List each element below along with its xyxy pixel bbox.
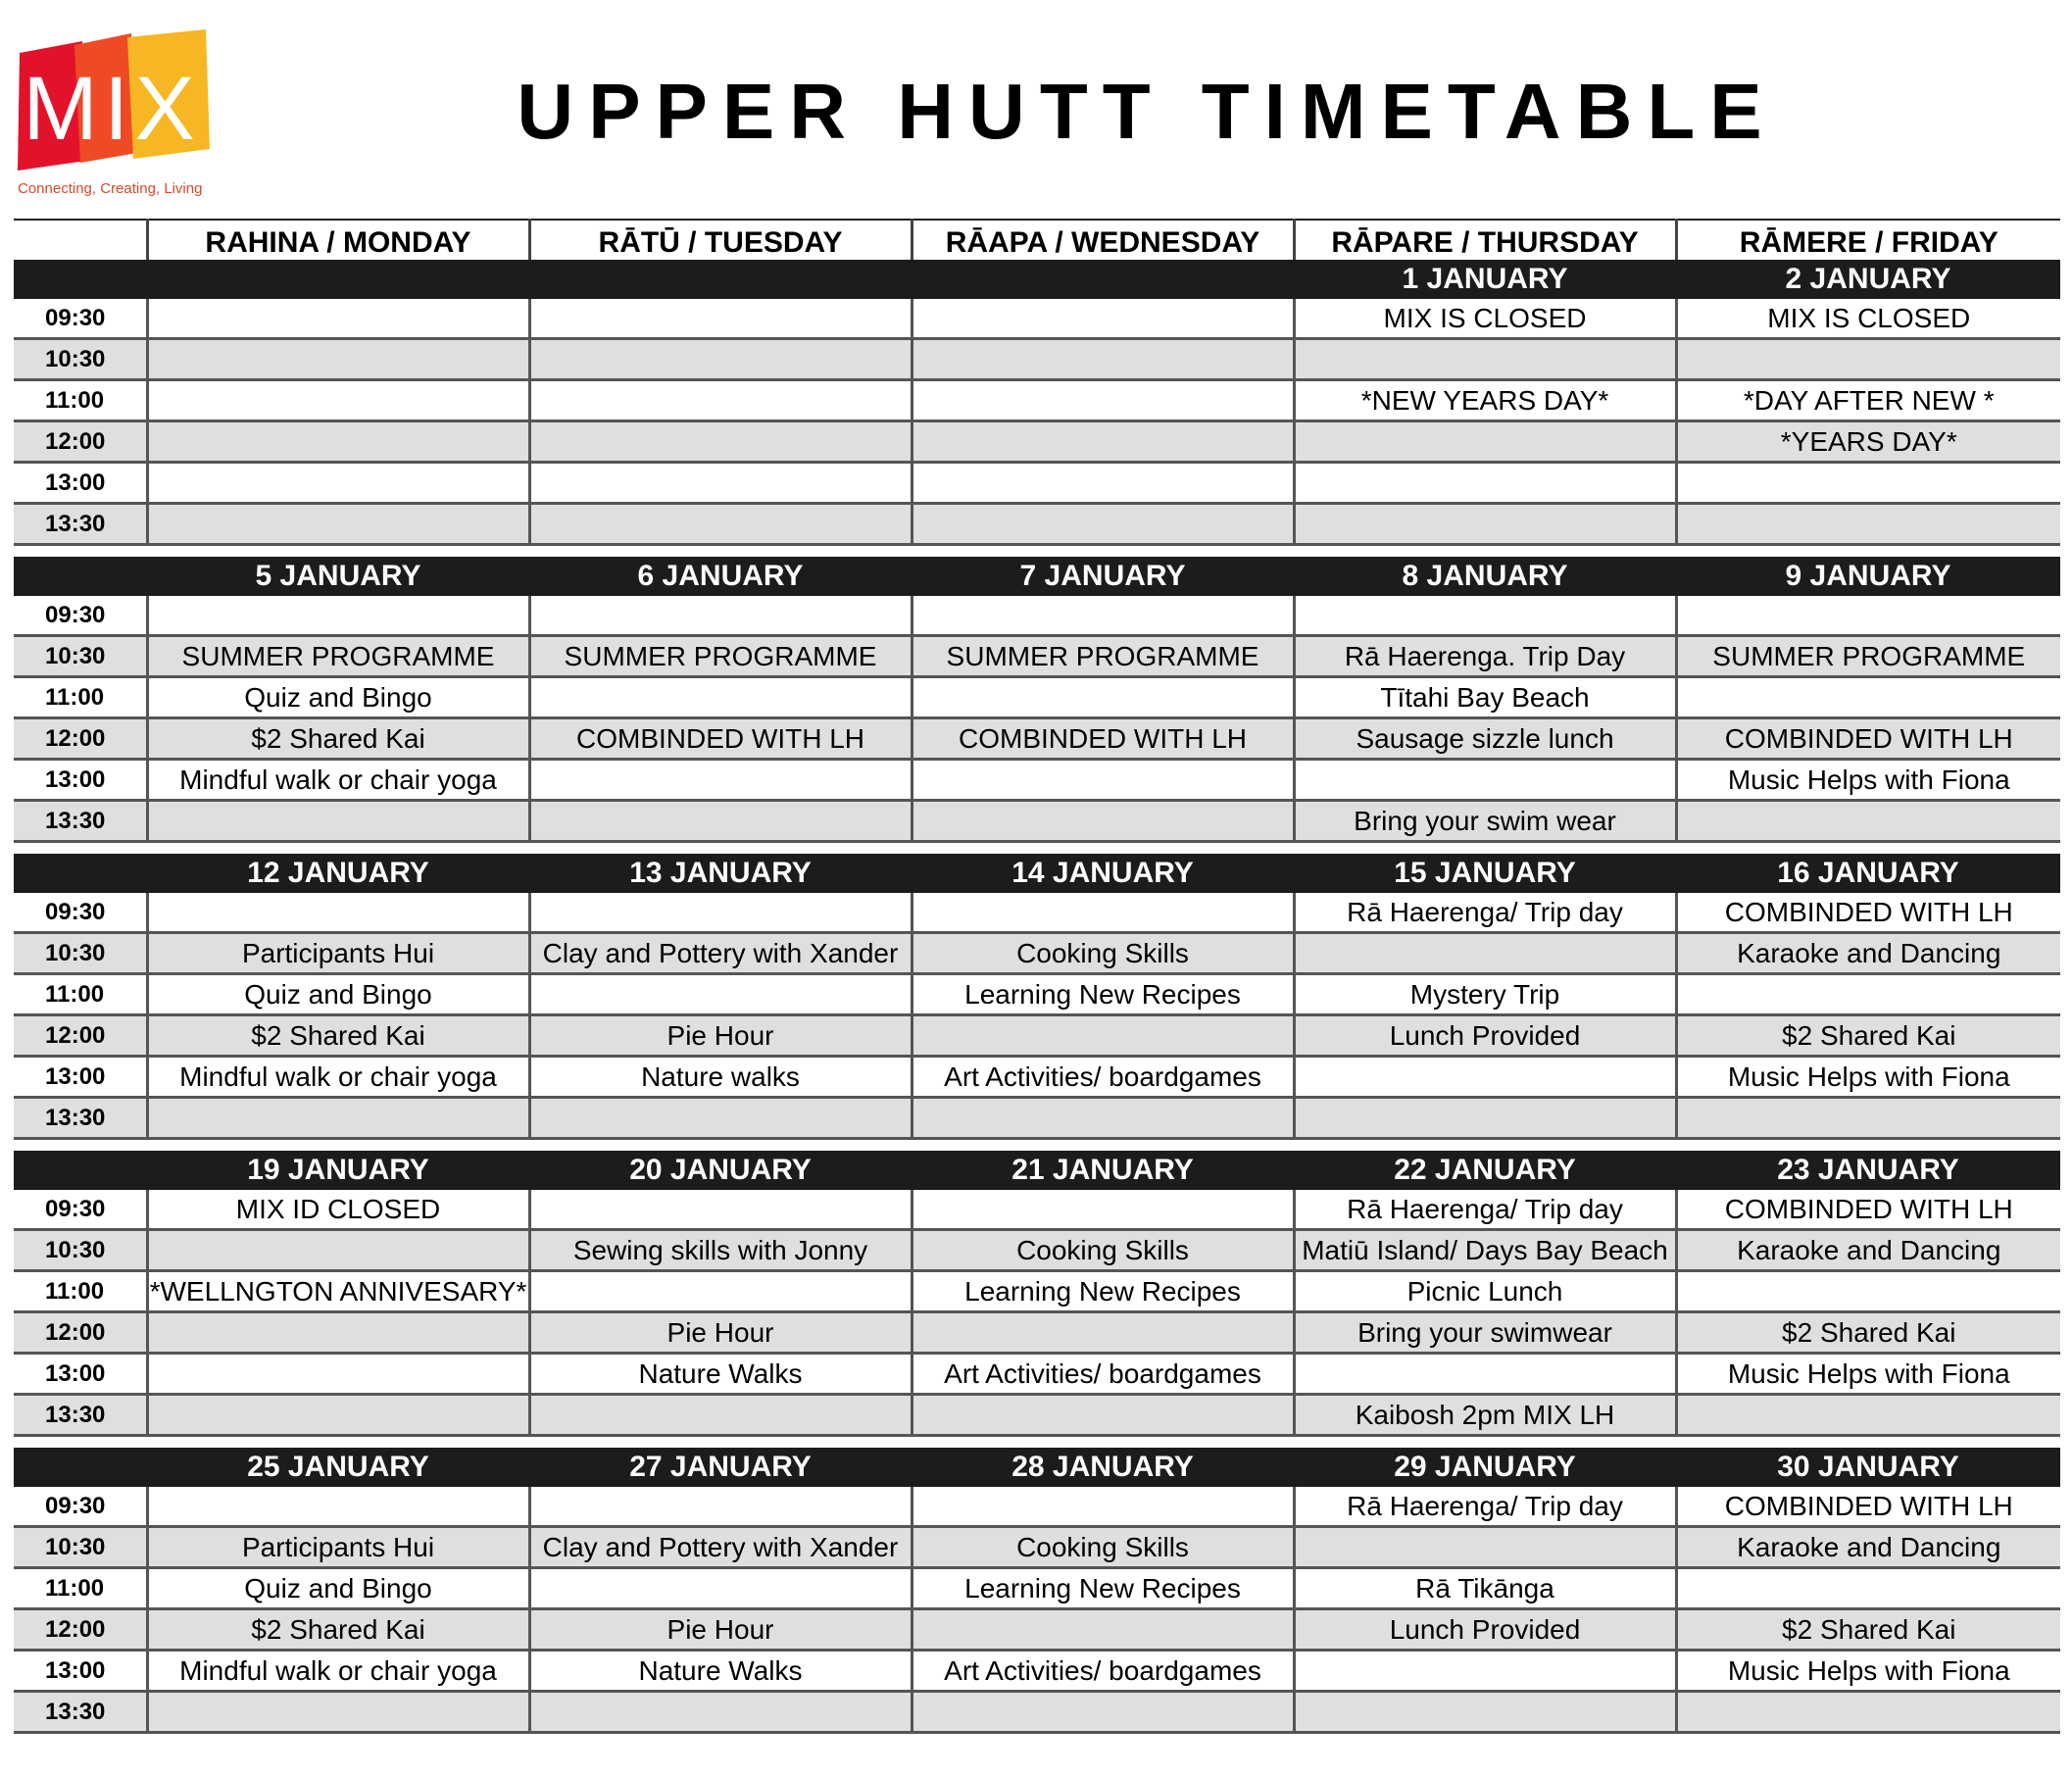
- activity-cell: Art Activities/ boardgames: [912, 1651, 1294, 1692]
- time-label: 09:30: [14, 596, 147, 636]
- time-slot-row: [14, 1098, 2060, 1139]
- activity-cell: Nature Walks: [529, 1651, 912, 1692]
- activity-cell: [1294, 1098, 1676, 1139]
- time-label: 11:00: [14, 1568, 147, 1609]
- activity-cell: [1294, 421, 1676, 463]
- activity-cell: Rā Haerenga/ Trip day: [1294, 893, 1676, 933]
- date-row: [14, 260, 2060, 299]
- activity-cell: [529, 974, 912, 1015]
- activity-cell: Clay and Pottery with Xander: [529, 933, 912, 974]
- time-label: 11:00: [14, 677, 147, 718]
- activity-cell: [529, 299, 912, 339]
- date-row: [14, 1151, 2060, 1190]
- activity-cell: $2 Shared Kai: [1676, 1312, 2060, 1354]
- time-slot-row: [14, 1527, 2060, 1568]
- time-label: 10:30: [14, 636, 147, 677]
- activity-cell: [1294, 1651, 1676, 1692]
- activity-cell: MIX IS CLOSED: [1676, 299, 2060, 339]
- activity-cell: [1676, 1692, 2060, 1733]
- activity-cell: Music Helps with Fiona: [1676, 1057, 2060, 1098]
- activity-cell: Music Helps with Fiona: [1676, 1651, 2060, 1692]
- time-label: 13:30: [14, 801, 147, 842]
- time-label: 10:30: [14, 1527, 147, 1568]
- activity-cell: [1676, 677, 2060, 718]
- activity-cell: [529, 1395, 912, 1436]
- day-header: RĀTŪ / TUESDAY: [529, 220, 912, 260]
- time-slot-row: [14, 421, 2060, 463]
- activity-cell: [147, 1354, 529, 1395]
- time-slot-row: [14, 801, 2060, 842]
- activity-cell: Picnic Lunch: [1294, 1271, 1676, 1312]
- activity-cell: SUMMER PROGRAMME: [529, 636, 912, 677]
- time-label: 13:00: [14, 463, 147, 504]
- time-label: 12:00: [14, 718, 147, 760]
- date-row-spacer: [14, 1151, 147, 1190]
- activity-cell: Rā Haerenga. Trip Day: [1294, 636, 1676, 677]
- time-slot-row: [14, 1651, 2060, 1692]
- activity-cell: Learning New Recipes: [912, 1271, 1294, 1312]
- time-slot-row: [14, 1609, 2060, 1651]
- time-slot-row: [14, 339, 2060, 380]
- time-slot-row: [14, 974, 2060, 1015]
- week-gap-cell: [14, 545, 2060, 558]
- date-cell: 23 JANUARY: [1676, 1151, 2060, 1190]
- activity-cell: [147, 1098, 529, 1139]
- time-slot-row: [14, 299, 2060, 339]
- time-label: 13:00: [14, 1651, 147, 1692]
- activity-cell: Pie Hour: [529, 1312, 912, 1354]
- activity-cell: [1676, 974, 2060, 1015]
- date-cell: 8 JANUARY: [1294, 557, 1676, 596]
- activity-cell: [529, 801, 912, 842]
- activity-cell: [912, 380, 1294, 421]
- date-cell: [912, 260, 1294, 299]
- activity-cell: COMBINDED WITH LH: [1676, 893, 2060, 933]
- activity-cell: [912, 893, 1294, 933]
- date-row: [14, 1448, 2060, 1487]
- day-header: RAHINA / MONDAY: [147, 220, 529, 260]
- activity-cell: *YEARS DAY*: [1676, 421, 2060, 463]
- activity-cell: [147, 380, 529, 421]
- activity-cell: [912, 1692, 1294, 1733]
- activity-cell: Mindful walk or chair yoga: [147, 760, 529, 801]
- activity-cell: [1676, 801, 2060, 842]
- date-cell: 13 JANUARY: [529, 854, 912, 893]
- date-cell: 15 JANUARY: [1294, 854, 1676, 893]
- activity-cell: [1676, 504, 2060, 545]
- activity-cell: [147, 1230, 529, 1271]
- activity-cell: [912, 1487, 1294, 1527]
- time-label: 11:00: [14, 974, 147, 1015]
- activity-cell: [1676, 1568, 2060, 1609]
- time-label: 13:30: [14, 1395, 147, 1436]
- activity-cell: [912, 1395, 1294, 1436]
- date-cell: [529, 260, 912, 299]
- mix-logo-graphic: [14, 24, 210, 171]
- date-row-spacer: [14, 557, 147, 596]
- activity-cell: Karaoke and Dancing: [1676, 1527, 2060, 1568]
- activity-cell: Bring your swim wear: [1294, 801, 1676, 842]
- activity-cell: Kaibosh 2pm MIX LH: [1294, 1395, 1676, 1436]
- date-cell: 1 JANUARY: [1294, 260, 1676, 299]
- day-header: RĀPARE / THURSDAY: [1294, 220, 1676, 260]
- day-header-row: [14, 220, 2060, 260]
- activity-cell: [912, 463, 1294, 504]
- activity-cell: [912, 339, 1294, 380]
- time-label: 10:30: [14, 339, 147, 380]
- activity-cell: [529, 463, 912, 504]
- week-gap-cell: [14, 1139, 2060, 1152]
- activity-cell: [1676, 1395, 2060, 1436]
- activity-cell: [147, 1692, 529, 1733]
- activity-cell: COMBINDED WITH LH: [1676, 718, 2060, 760]
- activity-cell: $2 Shared Kai: [1676, 1015, 2060, 1057]
- activity-cell: [912, 299, 1294, 339]
- activity-cell: $2 Shared Kai: [147, 1015, 529, 1057]
- activity-cell: [912, 596, 1294, 636]
- activity-cell: [529, 1098, 912, 1139]
- time-slot-row: [14, 1015, 2060, 1057]
- time-slot-row: [14, 1271, 2060, 1312]
- time-label: 13:00: [14, 1057, 147, 1098]
- time-label: 13:30: [14, 1692, 147, 1733]
- date-cell: 14 JANUARY: [912, 854, 1294, 893]
- activity-cell: [147, 463, 529, 504]
- activity-cell: [912, 1015, 1294, 1057]
- date-cell: [147, 260, 529, 299]
- time-label: 13:30: [14, 504, 147, 545]
- mix-logo: [14, 24, 220, 206]
- time-slot-row: [14, 933, 2060, 974]
- activity-cell: Quiz and Bingo: [147, 974, 529, 1015]
- date-cell: 16 JANUARY: [1676, 854, 2060, 893]
- activity-cell: Karaoke and Dancing: [1676, 933, 2060, 974]
- activity-cell: [912, 1190, 1294, 1230]
- activity-cell: [147, 421, 529, 463]
- time-slot-row: [14, 1692, 2060, 1733]
- activity-cell: [1294, 1057, 1676, 1098]
- activity-cell: [912, 1098, 1294, 1139]
- activity-cell: Cooking Skills: [912, 933, 1294, 974]
- time-slot-row: [14, 893, 2060, 933]
- activity-cell: [1676, 1271, 2060, 1312]
- activity-cell: [529, 421, 912, 463]
- activity-cell: [1294, 596, 1676, 636]
- activity-cell: Mindful walk or chair yoga: [147, 1651, 529, 1692]
- activity-cell: [1294, 1692, 1676, 1733]
- activity-cell: Karaoke and Dancing: [1676, 1230, 2060, 1271]
- activity-cell: [1294, 1527, 1676, 1568]
- activity-cell: [529, 380, 912, 421]
- activity-cell: Music Helps with Fiona: [1676, 760, 2060, 801]
- date-cell: 30 JANUARY: [1676, 1448, 2060, 1487]
- activity-cell: [1294, 504, 1676, 545]
- activity-cell: [912, 1312, 1294, 1354]
- activity-cell: *WELLNGTON ANNIVESARY*: [147, 1271, 529, 1312]
- time-slot-row: [14, 1395, 2060, 1436]
- activity-cell: [529, 1692, 912, 1733]
- time-slot-row: [14, 1190, 2060, 1230]
- activity-cell: [529, 1271, 912, 1312]
- time-label: 09:30: [14, 893, 147, 933]
- activity-cell: [1676, 1098, 2060, 1139]
- date-cell: 25 JANUARY: [147, 1448, 529, 1487]
- activity-cell: Cooking Skills: [912, 1230, 1294, 1271]
- time-label: 13:00: [14, 1354, 147, 1395]
- date-row-spacer: [14, 1448, 147, 1487]
- activity-cell: SUMMER PROGRAMME: [147, 636, 529, 677]
- time-slot-row: [14, 1312, 2060, 1354]
- activity-cell: [529, 677, 912, 718]
- activity-cell: Mystery Trip: [1294, 974, 1676, 1015]
- activity-cell: [912, 504, 1294, 545]
- time-slot-row: [14, 1354, 2060, 1395]
- activity-cell: Lunch Provided: [1294, 1015, 1676, 1057]
- date-cell: 6 JANUARY: [529, 557, 912, 596]
- time-slot-row: [14, 1230, 2060, 1271]
- activity-cell: [529, 504, 912, 545]
- activity-cell: $2 Shared Kai: [147, 718, 529, 760]
- time-slot-row: [14, 1568, 2060, 1609]
- date-cell: 20 JANUARY: [529, 1151, 912, 1190]
- activity-cell: SUMMER PROGRAMME: [912, 636, 1294, 677]
- time-slot-row: [14, 1057, 2060, 1098]
- activity-cell: [147, 596, 529, 636]
- date-cell: 19 JANUARY: [147, 1151, 529, 1190]
- activity-cell: [529, 760, 912, 801]
- date-row-spacer: [14, 854, 147, 893]
- date-cell: 29 JANUARY: [1294, 1448, 1676, 1487]
- date-row: [14, 854, 2060, 893]
- activity-cell: Learning New Recipes: [912, 974, 1294, 1015]
- activity-cell: Rā Haerenga/ Trip day: [1294, 1190, 1676, 1230]
- activity-cell: Rā Tikānga: [1294, 1568, 1676, 1609]
- activity-cell: COMBINDED WITH LH: [529, 718, 912, 760]
- activity-cell: *DAY AFTER NEW *: [1676, 380, 2060, 421]
- activity-cell: [1676, 596, 2060, 636]
- activity-cell: [147, 1395, 529, 1436]
- activity-cell: Matiū Island/ Days Bay Beach: [1294, 1230, 1676, 1271]
- time-label: 09:30: [14, 1190, 147, 1230]
- activity-cell: [1294, 933, 1676, 974]
- activity-cell: Cooking Skills: [912, 1527, 1294, 1568]
- activity-cell: [147, 299, 529, 339]
- time-label: 09:30: [14, 1487, 147, 1527]
- activity-cell: Sewing skills with Jonny: [529, 1230, 912, 1271]
- date-row-spacer: [14, 260, 147, 299]
- date-cell: 22 JANUARY: [1294, 1151, 1676, 1190]
- activity-cell: *NEW YEARS DAY*: [1294, 380, 1676, 421]
- page-title: UPPER HUTT TIMETABLE: [517, 68, 1777, 155]
- time-slot-row: [14, 718, 2060, 760]
- time-label: 13:30: [14, 1098, 147, 1139]
- activity-cell: Tītahi Bay Beach: [1294, 677, 1676, 718]
- time-label: 10:30: [14, 933, 147, 974]
- activity-cell: Music Helps with Fiona: [1676, 1354, 2060, 1395]
- time-slot-row: [14, 380, 2060, 421]
- time-slot-row: [14, 504, 2060, 545]
- activity-cell: [147, 339, 529, 380]
- activity-cell: MIX IS CLOSED: [1294, 299, 1676, 339]
- activity-cell: [529, 339, 912, 380]
- time-label: 13:00: [14, 760, 147, 801]
- time-slot-row: [14, 463, 2060, 504]
- time-slot-row: [14, 596, 2060, 636]
- activity-cell: Lunch Provided: [1294, 1609, 1676, 1651]
- activity-cell: [147, 801, 529, 842]
- time-slot-row: [14, 636, 2060, 677]
- date-cell: 2 JANUARY: [1676, 260, 2060, 299]
- time-slot-row: [14, 1487, 2060, 1527]
- activity-cell: Quiz and Bingo: [147, 1568, 529, 1609]
- activity-cell: [1294, 1354, 1676, 1395]
- activity-cell: [912, 677, 1294, 718]
- activity-cell: [147, 1312, 529, 1354]
- activity-cell: [1294, 760, 1676, 801]
- week-gap-cell: [14, 842, 2060, 855]
- activity-cell: Participants Hui: [147, 1527, 529, 1568]
- activity-cell: Quiz and Bingo: [147, 677, 529, 718]
- activity-cell: [912, 801, 1294, 842]
- date-cell: 12 JANUARY: [147, 854, 529, 893]
- week-gap: [14, 1139, 2060, 1152]
- date-cell: 7 JANUARY: [912, 557, 1294, 596]
- date-cell: 21 JANUARY: [912, 1151, 1294, 1190]
- time-header: [14, 220, 147, 260]
- activity-cell: Clay and Pottery with Xander: [529, 1527, 912, 1568]
- activity-cell: Pie Hour: [529, 1015, 912, 1057]
- date-cell: 9 JANUARY: [1676, 557, 2060, 596]
- week-gap: [14, 842, 2060, 855]
- activity-cell: Art Activities/ boardgames: [912, 1057, 1294, 1098]
- activity-cell: [912, 1609, 1294, 1651]
- activity-cell: Art Activities/ boardgames: [912, 1354, 1294, 1395]
- date-cell: 27 JANUARY: [529, 1448, 912, 1487]
- activity-cell: Pie Hour: [529, 1609, 912, 1651]
- time-label: 11:00: [14, 380, 147, 421]
- date-cell: 28 JANUARY: [912, 1448, 1294, 1487]
- time-label: 09:30: [14, 299, 147, 339]
- activity-cell: COMBINDED WITH LH: [1676, 1487, 2060, 1527]
- activity-cell: [1676, 339, 2060, 380]
- activity-cell: COMBINDED WITH LH: [1676, 1190, 2060, 1230]
- activity-cell: $2 Shared Kai: [147, 1609, 529, 1651]
- time-label: 12:00: [14, 1015, 147, 1057]
- activity-cell: Learning New Recipes: [912, 1568, 1294, 1609]
- logo-tagline: Connecting, Creating, Living: [18, 180, 203, 197]
- activity-cell: Rā Haerenga/ Trip day: [1294, 1487, 1676, 1527]
- week-gap-cell: [14, 1436, 2060, 1449]
- activity-cell: [529, 893, 912, 933]
- activity-cell: Nature walks: [529, 1057, 912, 1098]
- time-slot-row: [14, 677, 2060, 718]
- activity-cell: [1294, 463, 1676, 504]
- time-label: 10:30: [14, 1230, 147, 1271]
- activity-cell: [529, 596, 912, 636]
- time-label: 12:00: [14, 421, 147, 463]
- activity-cell: [1676, 463, 2060, 504]
- mix-logo-text: MIX: [23, 59, 201, 159]
- week-gap: [14, 1436, 2060, 1449]
- activity-cell: [529, 1190, 912, 1230]
- activity-cell: Nature Walks: [529, 1354, 912, 1395]
- activity-cell: [912, 421, 1294, 463]
- activity-cell: [1294, 339, 1676, 380]
- activity-cell: COMBINDED WITH LH: [912, 718, 1294, 760]
- time-label: 12:00: [14, 1312, 147, 1354]
- activity-cell: [147, 504, 529, 545]
- activity-cell: [147, 1487, 529, 1527]
- activity-cell: MIX ID CLOSED: [147, 1190, 529, 1230]
- activity-cell: [147, 893, 529, 933]
- activity-cell: Participants Hui: [147, 933, 529, 974]
- time-slot-row: [14, 760, 2060, 801]
- time-label: 12:00: [14, 1609, 147, 1651]
- day-header: RĀMERE / FRIDAY: [1676, 220, 2060, 260]
- activity-cell: [529, 1487, 912, 1527]
- day-header: RĀAPA / WEDNESDAY: [912, 220, 1294, 260]
- timetable: [14, 219, 2060, 1734]
- activity-cell: Mindful walk or chair yoga: [147, 1057, 529, 1098]
- activity-cell: [529, 1568, 912, 1609]
- activity-cell: Sausage sizzle lunch: [1294, 718, 1676, 760]
- activity-cell: [912, 760, 1294, 801]
- activity-cell: $2 Shared Kai: [1676, 1609, 2060, 1651]
- activity-cell: Bring your swimwear: [1294, 1312, 1676, 1354]
- week-gap: [14, 545, 2060, 558]
- date-cell: 5 JANUARY: [147, 557, 529, 596]
- time-label: 11:00: [14, 1271, 147, 1312]
- activity-cell: SUMMER PROGRAMME: [1676, 636, 2060, 677]
- date-row: [14, 557, 2060, 596]
